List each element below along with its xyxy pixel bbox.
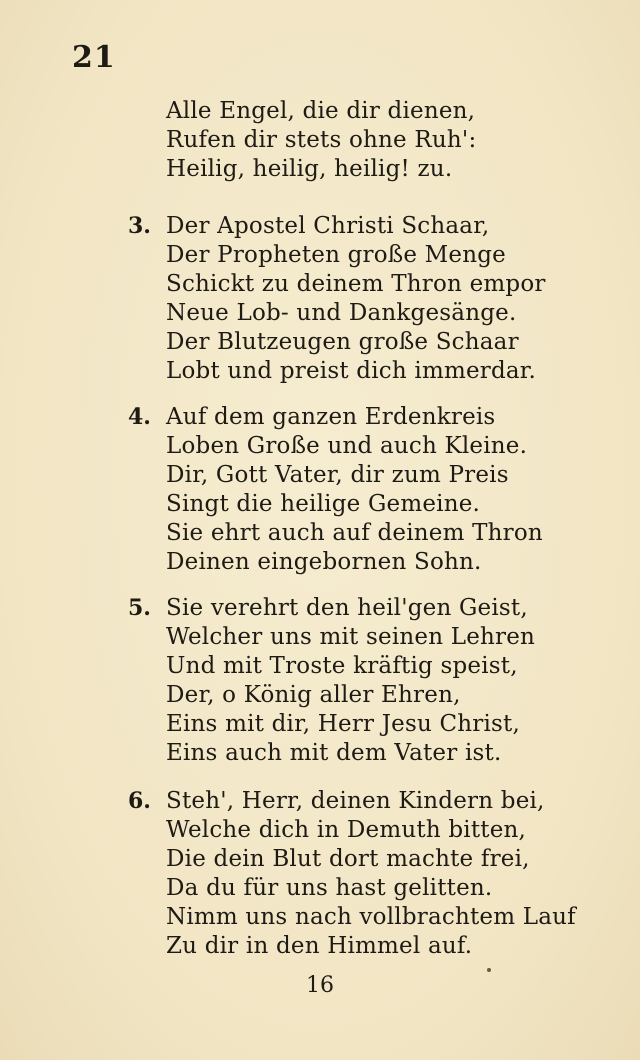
stanza-lines xyxy=(166,403,606,577)
verse-line: Die dein Blut dort machte frei, xyxy=(166,846,530,872)
verse-number: 5. xyxy=(128,595,151,621)
stanza-lines xyxy=(166,594,606,768)
verse-line: Zu dir in den Himmel auf. xyxy=(166,933,473,959)
stanza-lines xyxy=(166,97,606,184)
page-number: 16 xyxy=(306,973,334,998)
verse-line: Sie ehrt auch auf deinem Thron xyxy=(166,520,543,546)
verse-number: 6. xyxy=(128,788,151,814)
verse-line: Singt die heilige Gemeine. xyxy=(166,491,481,517)
verse-line: Alle Engel, die dir dienen, xyxy=(166,98,476,124)
verse-line: Nimm uns nach vollbrachtem Lauf xyxy=(166,904,576,930)
verse-line: Heilig, heilig, heilig! zu. xyxy=(166,156,453,182)
stanza-lines xyxy=(166,212,606,386)
verse-line: Der Apostel Christi Schaar, xyxy=(166,213,490,239)
verse-line: Loben Große und auch Kleine. xyxy=(166,433,528,459)
verse-line: Neue Lob- und Dankgesänge. xyxy=(166,300,517,326)
verse-number: 3. xyxy=(128,213,151,239)
verse-line: Rufen dir stets ohne Ruh': xyxy=(166,127,477,153)
stanza-lines xyxy=(166,787,606,961)
verse-line: Auf dem ganzen Erdenkreis xyxy=(166,404,496,430)
verse-line: Sie verehrt den heil'gen Geist, xyxy=(166,595,528,621)
verse-line: Welcher uns mit seinen Lehren xyxy=(166,624,536,650)
verse-line: Der Propheten große Menge xyxy=(166,242,506,268)
verse-line: Eins auch mit dem Vater ist. xyxy=(166,740,502,766)
paper-speck xyxy=(487,968,491,972)
verse-line: Deinen eingebornen Sohn. xyxy=(166,549,482,575)
verse-line: Und mit Troste kräftig speist, xyxy=(166,653,518,679)
verse-line: Da du für uns hast gelitten. xyxy=(166,875,493,901)
verse-line: Der Blutzeugen große Schaar xyxy=(166,329,519,355)
verse-line: Welche dich in Demuth bitten, xyxy=(166,817,527,843)
verse-line: Schickt zu deinem Thron empor xyxy=(166,271,546,297)
verse-line: Der, o König aller Ehren, xyxy=(166,682,461,708)
verse-line: Steh', Herr, deinen Kindern bei, xyxy=(166,788,545,814)
hymn-number: 21 xyxy=(72,40,116,75)
verse-line: Lobt und preist dich immerdar. xyxy=(166,358,536,384)
verse-line: Eins mit dir, Herr Jesu Christ, xyxy=(166,711,521,737)
verse-line: Dir, Gott Vater, dir zum Preis xyxy=(166,462,509,488)
verse-number: 4. xyxy=(128,404,151,430)
